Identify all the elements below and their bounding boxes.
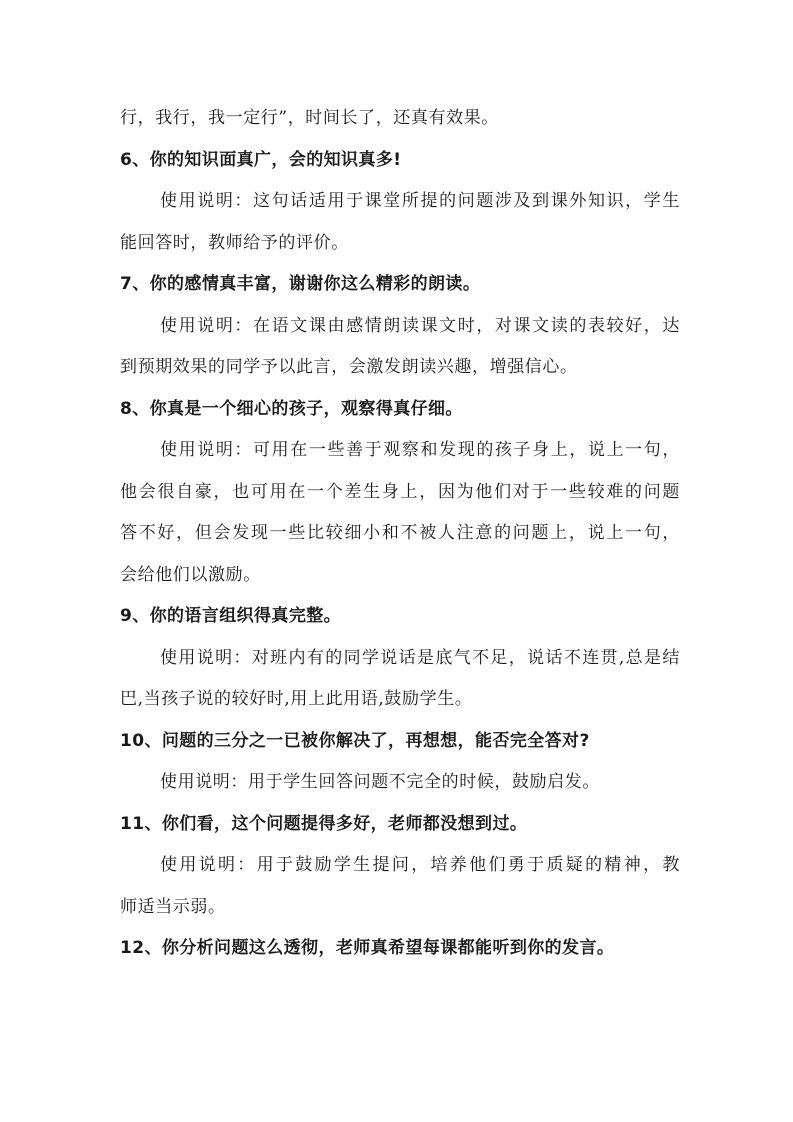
item-heading-7: 7、你的感情真丰富，谢谢你这么精彩的朗读。 bbox=[120, 274, 481, 294]
usage-note-line: 使用说明：用于鼓励学生提问，培养他们勇于质疑的精神，教 bbox=[160, 855, 680, 875]
body-line: 行，我行，我一定行”，时间长了，还真有效果。 bbox=[120, 108, 499, 128]
usage-note-line: 使用说明：在语文课由感情朗读课文时，对课文读的表较好，达 bbox=[160, 315, 680, 336]
item-heading-6: 6、你的知识面真广，会的知识真多! bbox=[120, 149, 402, 170]
usage-note-line: 使用说明：可用在一些善于观察和发现的孩子身上，说上一句， bbox=[160, 440, 680, 460]
usage-note-line: 使用说明：用于学生回答问题不完全的时候，鼓励启发。 bbox=[160, 772, 600, 792]
usage-note-line: 答不好，但会发现一些比较细小和不被人注意的问题上，说上一句， bbox=[120, 523, 680, 543]
usage-note-line: 他会很自豪，也可用在一个差生身上，因为他们对于一些较难的问题 bbox=[120, 481, 680, 502]
usage-note-line: 师适当示弱。 bbox=[120, 896, 226, 917]
document-body bbox=[120, 98, 680, 970]
usage-note-line: 使用说明：对班内有的同学说话是底气不足，说话不连贯,总是结 bbox=[160, 647, 680, 668]
usage-note-line: 能回答时，教师给予的评价。 bbox=[120, 232, 349, 253]
usage-note-line: 巴,当孩子说的较好时,用上此用语,鼓励学生。 bbox=[120, 689, 473, 709]
item-heading-9: 9、你的语言组织得真完整。 bbox=[120, 606, 342, 626]
item-heading-11: 11、你们看，这个问题提得多好，老师都没想到过。 bbox=[120, 813, 528, 834]
item-heading-10: 10、问题的三分之一已被你解决了，再想想，能否完全答对? bbox=[120, 730, 590, 751]
usage-note-line: 会给他们以激励。 bbox=[120, 564, 261, 585]
item-heading-12: 12、你分析问题这么透彻，老师真希望每课都能听到你的发言。 bbox=[120, 938, 615, 958]
item-heading-8: 8、你真是一个细心的孩子，观察得真仔细。 bbox=[120, 398, 463, 419]
usage-note-line: 使用说明：这句话适用于课堂所提的问题涉及到课外知识，学生 bbox=[160, 191, 680, 211]
usage-note-line: 到预期效果的同学予以此言，会激发朗读兴趣，增强信心。 bbox=[120, 357, 578, 377]
